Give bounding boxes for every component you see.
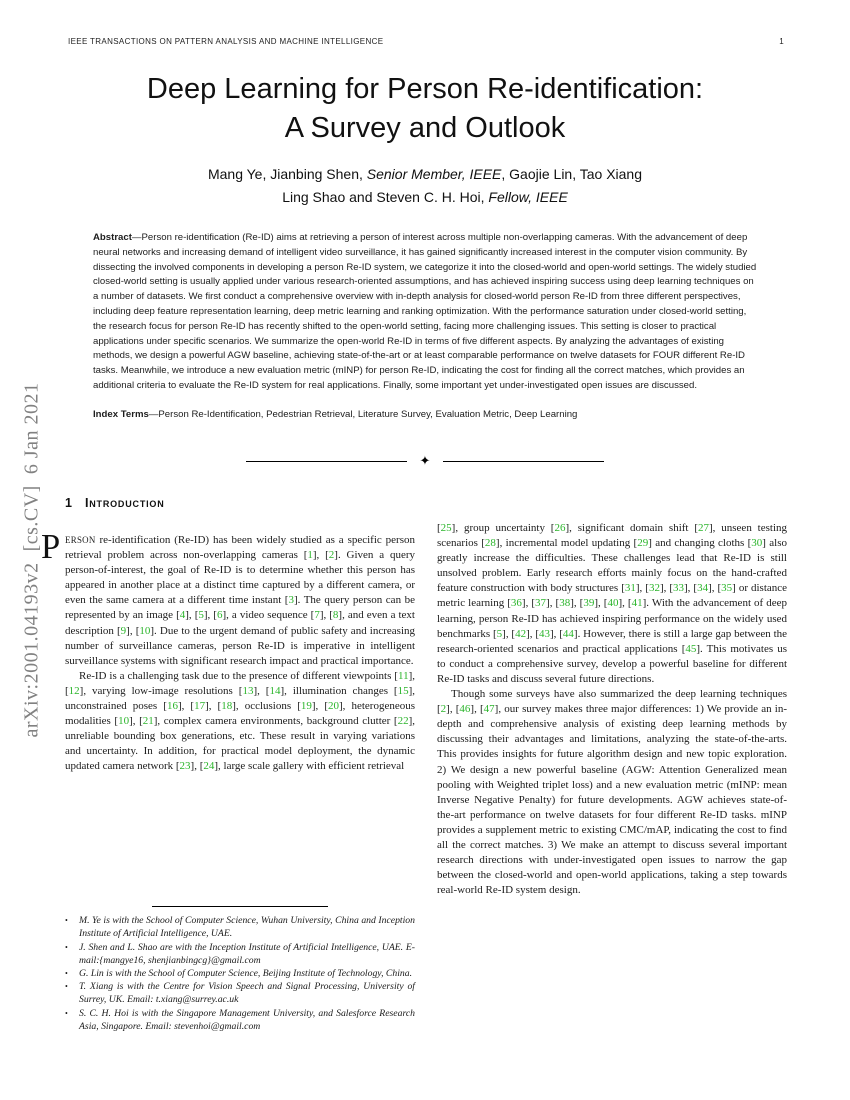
bullet-icon: • <box>65 982 68 992</box>
citation-link[interactable]: 4 <box>179 609 186 622</box>
section-number: 1 <box>65 496 72 510</box>
citation-link[interactable]: 11 <box>397 669 409 682</box>
citation-link[interactable]: 15 <box>397 684 409 697</box>
footnote-item <box>65 941 415 967</box>
dropcap-smallcaps: ERSON <box>65 535 96 545</box>
citation-link[interactable]: 12 <box>68 684 80 697</box>
intro-paragraph-1 <box>41 528 416 669</box>
author-line-2: Ling Shao and Steven C. H. Hoi, Fellow, IEEE <box>282 189 568 205</box>
footnote-text: M. Ye is with the School of Computer Science, Wuhan University, China and Inception Institute of Artificial Intelligence, UAE. <box>79 915 415 940</box>
citation-link[interactable]: 27 <box>698 522 709 534</box>
footnote-text: G. Lin is with the School of Computer Science, Beijing Institute of Technology, China. <box>79 967 413 979</box>
footnote-item <box>65 967 415 980</box>
citation-link[interactable]: 8 <box>332 609 339 622</box>
index-terms-text: —Person Re-Identification, Pedestrian Retrieval, Literature Survey, Evaluation Metric, Deep Learning <box>148 408 578 420</box>
paper-title <box>0 70 850 148</box>
footnote-rule <box>152 906 328 907</box>
abstract-block <box>93 231 758 423</box>
bullet-icon: • <box>65 942 68 952</box>
running-header <box>68 37 784 46</box>
intro-paragraph-3: [25], group uncertainty [26], significant domain shift [27], unseen testing scenarios [28], incremental model updating [29] and changing cloths [30] also greatly increase the difficulties. These challenges lead that Re-ID is still unsolved problem. Early research efforts mainly focus on the hand-crafted feature construction with body structures [31], [32], [33], [34], [35] or distance metric learning [36], [37], [38], [39], [40], [41]. With the advancement of deep learning, person Re-ID has achieved inspiring performance on the widely used benchmarks [5], [42], [43], [44]. However, there is still a large gap between the research-oriented scenarios and practical applications [45]. This motivates us to conduct a comprehensive survey, develop a powerful baseline for different Re-ID tasks and discuss several future directions. <box>437 522 788 685</box>
citation-link[interactable]: 6 <box>216 609 223 622</box>
citation-link[interactable]: 36 <box>510 597 522 610</box>
index-terms-paragraph <box>93 408 758 423</box>
journal-name: IEEE TRANSACTIONS ON PATTERN ANALYSIS AND MACHINE INTELLIGENCE <box>68 37 384 46</box>
citation-link[interactable]: 39 <box>583 597 595 610</box>
footnote-text: T. Xiang is with the Centre for Vision Speech and Signal Processing, University of Surrey, UK. Email: t.xiang@surrey.ac.uk <box>79 981 415 1006</box>
abstract-paragraph <box>93 231 758 394</box>
citation-link[interactable]: 23 <box>179 760 191 773</box>
citation-link[interactable]: 24 <box>203 760 215 773</box>
bullet-icon: • <box>65 916 68 926</box>
citation-link[interactable]: 37 <box>535 597 547 610</box>
author-line-1: Mang Ye, Jianbing Shen, Senior Member, IEEE, Gaojie Lin, Tao Xiang <box>207 166 643 182</box>
citation-link[interactable]: 22 <box>397 715 409 728</box>
footnote-text: S. C. H. Hoi is with the Singapore Management University, and Salesforce Research Asia, Singapore. Email: stevenhoi@gmail.com <box>79 1007 415 1032</box>
citation-link[interactable]: 25 <box>440 522 452 534</box>
citation-link[interactable]: 46 <box>459 703 471 716</box>
citation-link[interactable]: 29 <box>637 537 649 550</box>
right-column <box>437 496 787 1033</box>
arxiv-watermark: arXiv:2001.04193v2 [cs.CV] 6 Jan 2021 <box>20 382 43 738</box>
citation-link[interactable]: 13 <box>242 684 254 697</box>
citation-link[interactable]: 2 <box>328 549 335 562</box>
footnote-item <box>65 914 415 940</box>
citation-link[interactable]: 20 <box>328 700 339 713</box>
citation-link[interactable]: 16 <box>166 700 178 713</box>
citation-link[interactable]: 2 <box>440 703 447 716</box>
bullet-icon: • <box>65 968 68 978</box>
citation-link[interactable]: 35 <box>721 582 733 595</box>
citation-link[interactable]: 42 <box>515 627 527 640</box>
citation-link[interactable]: 5 <box>198 609 204 622</box>
citation-link[interactable]: 3 <box>288 594 294 607</box>
citation-link[interactable]: 10 <box>139 624 151 637</box>
separator-line-right <box>443 461 604 462</box>
footnote-text: J. Shen and L. Shao are with the Inception Institute of Artificial Intelligence, UAE. E-mail:{mangye16, shenjianbingcg}@gmail.com <box>79 941 415 966</box>
footnote-item <box>65 1007 415 1033</box>
citation-link[interactable]: 17 <box>194 700 206 713</box>
diamond-icon: ✦ <box>419 453 431 468</box>
section-separator <box>0 453 850 468</box>
citation-link[interactable]: 28 <box>484 537 496 550</box>
paper-title-line2: A Survey and Outlook <box>284 112 566 144</box>
author-list <box>0 163 850 209</box>
intro-paragraph-1-text: re-identification (Re-ID) has been widely studied as a specific person retrieval problem across non-overlapping cameras [1], [2]. Given a query person-of-interest, the goal of Re-ID is to determine whether this person has appeared in another place at a distinct time captured by a different camera, or even the same camera at a different time instant [3]. The query person can be represented by an image [4], [5], [6], a video sequence [7], [8], and even a text description [9], [10]. Due to the urgent demand of public safety and increasing number of surveillance cameras, person Re-ID is imperative in intelligent surveillance systems with significant research impact and practical importance. <box>65 534 416 667</box>
citation-link[interactable]: 41 <box>631 597 643 610</box>
author-footnotes <box>65 914 415 1033</box>
intro-paragraph-2: Re-ID is a challenging task due to the presence of different viewpoints [11], [12], varying low-image resolutions [13], [14], illumination changes [15], unconstrained poses [16], [17], [18], occlusions [19], [20], heterogeneous modalities [10], [21], complex camera environments, background clutter [22], unreliable bounding box generations, etc. These result in varying variations and uncertainty. In addition, for practical model deployment, the dynamic updated camera network [23], [24], large scale gallery with efficient retrieval <box>65 669 416 773</box>
citation-link[interactable]: 32 <box>648 582 660 595</box>
citation-link[interactable]: 1 <box>307 549 313 562</box>
citation-link[interactable]: 9 <box>120 624 127 637</box>
citation-link[interactable]: 26 <box>554 522 566 534</box>
intro-paragraph-4: Though some surveys have also summarized the deep learning techniques [2], [46], [47], our survey makes three major differences: 1) We provide an in-depth and comprehensive analysis of existing deep learning methods by discussing their advantages and limitations, analyzing the state-of-the-arts. This provides insights for future algorithm design and new topic exploration. 2) We design a new powerful baseline (AGW: Attention Generalized mean pooling with Weighted triplet loss) and a new evaluation metric (mINP: mean Inverse Negative Penalty) for future developments. AGW achieves state-of-the-art performance on twelve datasets for four different Re-ID tasks. mINP provides a supplement metric to existing CMC/mAP, indicating the cost to find all the correct matches. 3) We make an attempt to discuss several important research directions with under-investigated open issues to narrow the gap between the closed-world and open-world applications, taking a step towards real-world Re-ID system design. <box>437 688 787 897</box>
dropcap-letter: P <box>41 528 61 566</box>
section-title: Introduction <box>84 496 165 510</box>
footnote-item <box>65 980 415 1006</box>
left-column <box>41 496 416 1033</box>
separator-line-left <box>246 461 407 462</box>
section-heading <box>65 496 415 510</box>
abstract-label: Abstract <box>93 232 132 243</box>
citation-link[interactable]: 45 <box>685 642 697 655</box>
citation-link[interactable]: 5 <box>496 627 503 640</box>
citation-link[interactable]: 31 <box>624 582 636 595</box>
citation-link[interactable]: 21 <box>142 715 154 728</box>
abstract-text: —Person re-identification (Re-ID) aims at retrieving a person of interest across multiple non-overlapping cameras. With the advancement of deep neural networks and increasing demand of intelligent video surveillance, it has gained significantly increased interest in the computer vision community. By dissecting the involved components in developing a person Re-ID system, we categorize it into the closed-world and open-world settings. The widely studied closed-world setting is usually applied under various research-oriented assumptions, and has achieved inspiring success using deep learning techniques on a number of datasets. We first conduct a comprehensive overview with in-depth analysis for closed-world person Re-ID from three different perspectives, including deep feature representation learning, deep metric learning and ranking optimization. With the performance saturation under closed-world setting, the research focus for person Re-ID has recently shifted to the open-world setting, facing more challenging issues. This setting is closer to practical applications under specific scenarios. We summarize the open-world Re-ID in terms of five different aspects. By analyzing the advantages of existing methods, we design a powerful AGW baseline, achieving state-of-the-art or at least comparable performance on twelve datasets for FOUR different Re-ID tasks. Meanwhile, we introduce a new evaluation metric (mINP) for person Re-ID, indicating the cost for finding all the correct matches, which provides an additional criteria to evaluate the Re-ID system for real applications. Finally, some important yet under-investigated open issues are discussed. <box>93 232 757 391</box>
citation-link[interactable]: 44 <box>562 627 574 640</box>
page-number: 1 <box>779 37 784 46</box>
bullet-icon: • <box>65 1008 68 1018</box>
citation-link[interactable]: 43 <box>539 627 550 640</box>
citation-link[interactable]: 30 <box>751 537 763 550</box>
paper-title-line1: Deep Learning for Person Re-identification: <box>146 73 704 105</box>
citation-link[interactable]: 34 <box>697 582 709 595</box>
two-column-body <box>41 496 788 1033</box>
citation-link[interactable]: 18 <box>221 700 233 713</box>
citation-link[interactable]: 14 <box>269 684 281 697</box>
citation-link[interactable]: 33 <box>673 582 685 595</box>
citation-link[interactable]: 7 <box>314 609 320 622</box>
citation-link[interactable]: 38 <box>559 597 571 610</box>
citation-link[interactable]: 47 <box>483 703 495 716</box>
author-footnotes-block <box>65 906 415 1033</box>
citation-link[interactable]: 19 <box>300 700 312 713</box>
index-terms-label: Index Terms <box>93 408 149 420</box>
citation-link[interactable]: 40 <box>607 597 619 610</box>
citation-link[interactable]: 10 <box>118 715 130 728</box>
